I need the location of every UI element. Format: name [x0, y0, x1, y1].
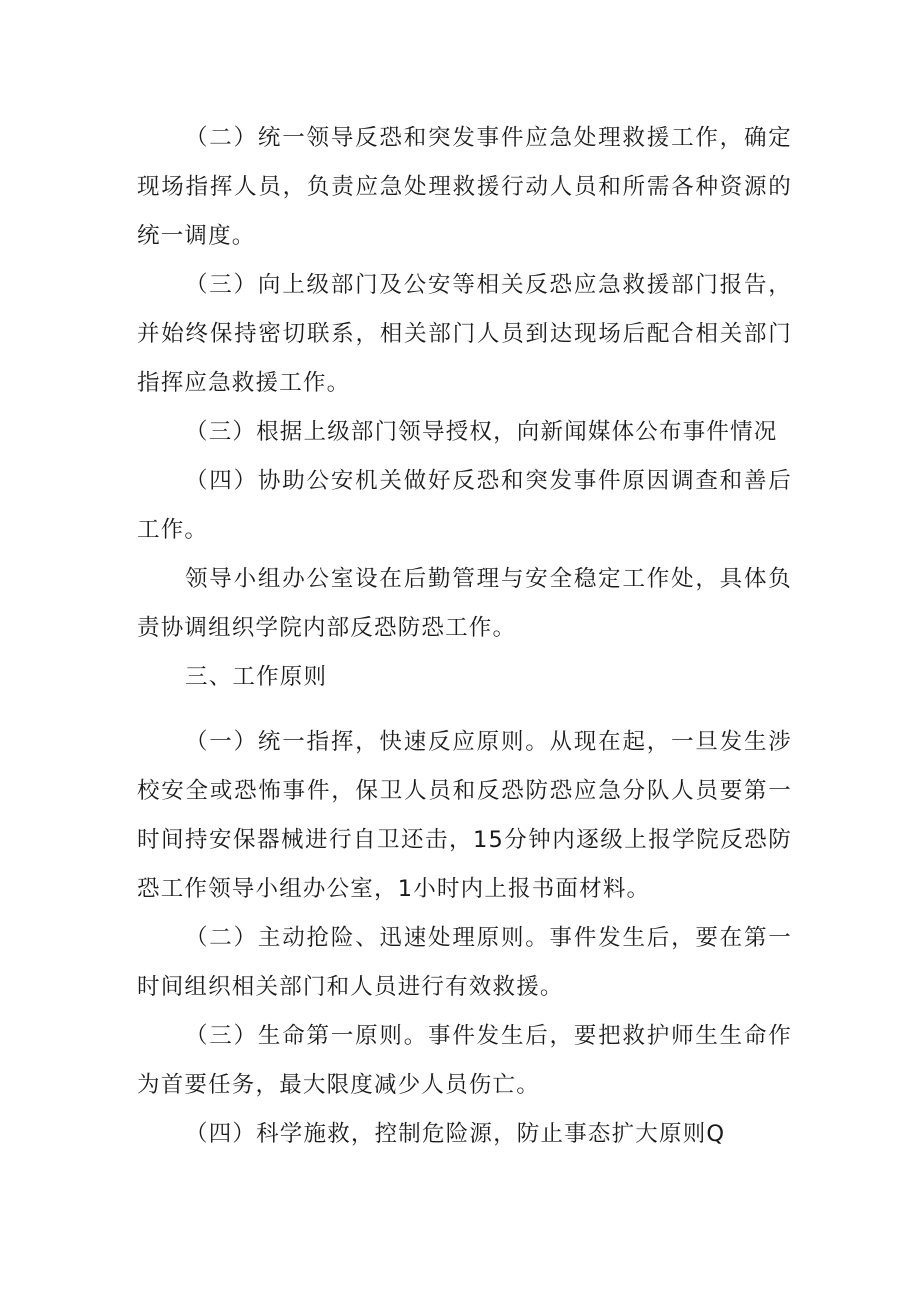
paragraph-principle-unified-command: （一）统一指挥，快速反应原则。从现在起，一旦发生涉校安全或恐怖事件，保卫人员和反恐防恐应急分队人员要第一时间持安保器械进行自卫还击，15分钟内逐级上报学院反恐防恐工作领导小组办公室，1小时内上报书面材料。 — [137, 729, 792, 902]
paragraph-unified-leadership: （二）统一领导反恐和突发事件应急处理救援工作，确定现场指挥人员，负责应急处理救援行动人员和所需各种资源的统一调度。 — [137, 125, 792, 249]
paragraph-office-location: 领导小组办公室设在后勤管理与安全稳定工作处，具体负责协调组织学院内部反恐防恐工作。 — [137, 566, 792, 641]
paragraph-report-superiors: （三）向上级部门及公安等相关反恐应急救援部门报告，并始终保持密切联系，相关部门人员到达现场后配合相关部门指挥应急救援工作。 — [137, 272, 792, 396]
section-heading-work-principles: 三、工作原则 — [185, 664, 328, 690]
paragraph-principle-scientific-rescue: （四）科学施救，控制危险源，防止事态扩大原则Q — [185, 1121, 726, 1147]
paragraph-media-release: （三）根据上级部门领导授权，向新闻媒体公布事件情况 — [185, 419, 778, 445]
paragraph-assist-police: （四）协助公安机关做好反恐和突发事件原因调查和善后工作。 — [137, 468, 792, 543]
paragraph-principle-life-first: （三）生命第一原则。事件发生后，要把救护师生生命作为首要任务，最大限度减少人员伤亡。 — [137, 1023, 792, 1098]
paragraph-principle-rescue: （二）主动抢险、迅速处理原则。事件发生后，要在第一时间组织相关部门和人员进行有效救援。 — [137, 925, 792, 1000]
